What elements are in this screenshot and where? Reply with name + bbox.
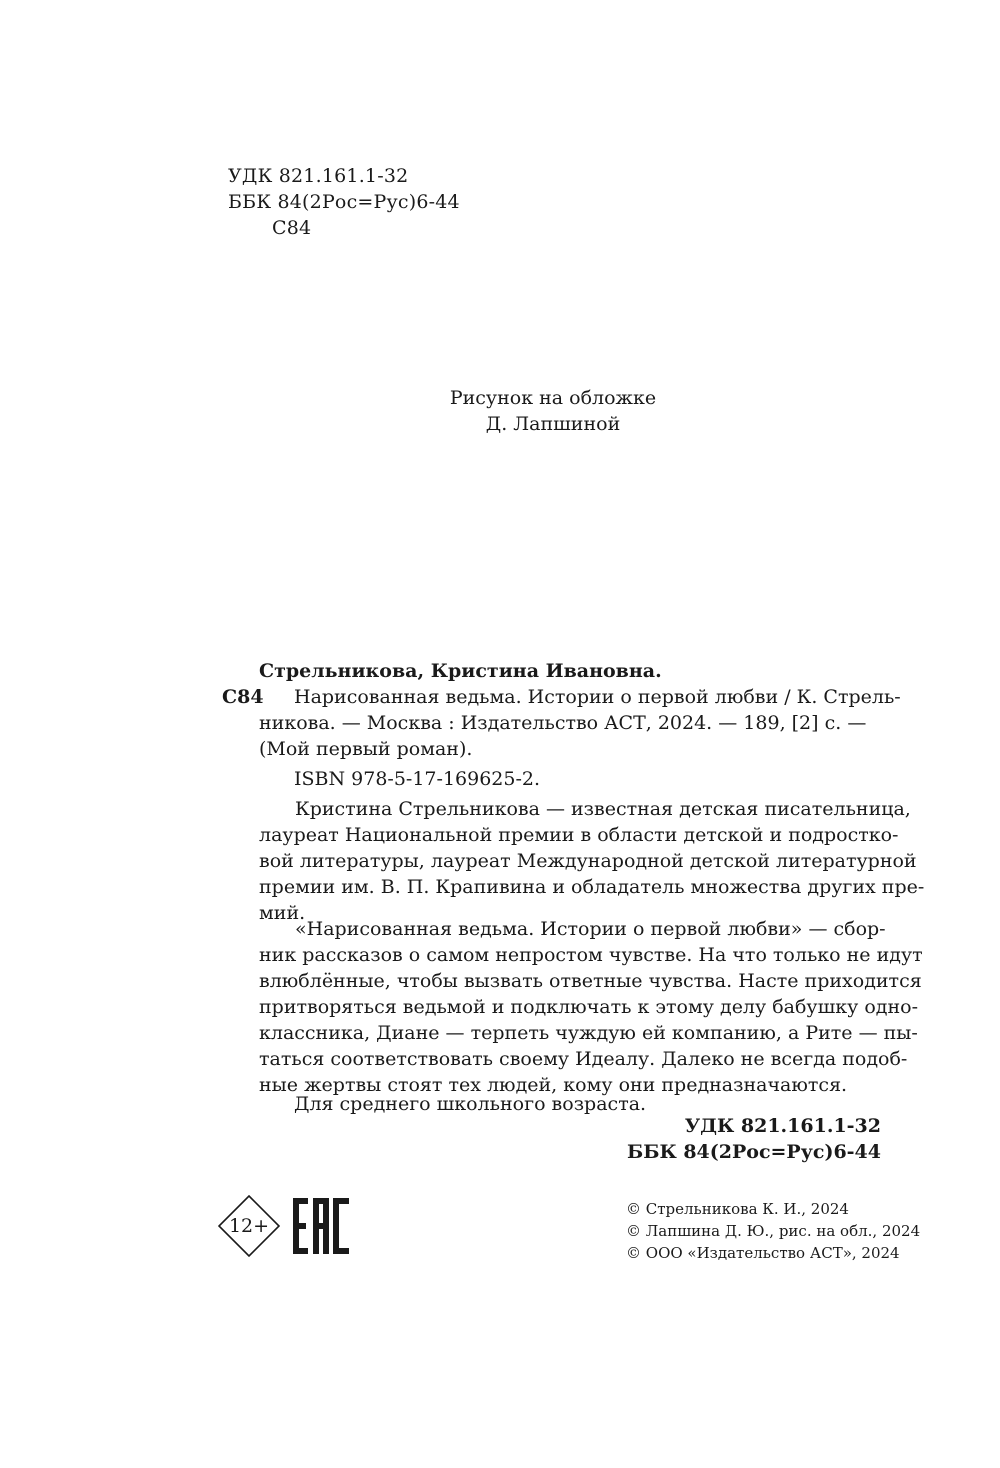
annotation-line: мий. bbox=[259, 902, 306, 924]
audience-note: Для среднего школьного возраста. bbox=[294, 1093, 647, 1115]
author-mark: С84 bbox=[272, 217, 312, 239]
annotation-line: влюблённые, чтобы вызвать ответные чувства. Насте приходится bbox=[259, 970, 922, 992]
title-line: (Мой первый роман). bbox=[259, 738, 473, 760]
cover-credit-line2: Д. Лапшиной bbox=[485, 413, 621, 435]
annotation-line: вой литературы, лауреат Международной детской литературной bbox=[259, 850, 917, 872]
annotation-line: лауреат Национальной премии в области детской и подростко- bbox=[259, 824, 899, 846]
isbn: ISBN 978-5-17-169625-2. bbox=[294, 768, 541, 790]
age-rating-label: 12+ bbox=[228, 1215, 270, 1237]
copyright-line: © Стрельникова К. И., 2024 bbox=[626, 1200, 849, 1218]
udk-code-bold: УДК 821.161.1-32 bbox=[684, 1115, 881, 1137]
copyright-line: © Лапшина Д. Ю., рис. на обл., 2024 bbox=[626, 1222, 921, 1240]
copyright-line: © ООО «Издательство АСТ», 2024 bbox=[626, 1244, 900, 1262]
udk-code: УДК 821.161.1-32 bbox=[228, 165, 409, 187]
author-heading: Стрельникова, Кристина Ивановна. bbox=[259, 660, 662, 682]
annotation-line: классника, Диане — терпеть чуждую ей компанию, а Рите — пы- bbox=[259, 1022, 918, 1044]
title-block bbox=[294, 684, 901, 710]
title-block-continued bbox=[259, 710, 881, 762]
title-line: Нарисованная ведьма. Истории о первой любви / К. Стрель- bbox=[294, 686, 901, 708]
annotation-line: «Нарисованная ведьма. Истории о первой любви» — сбор- bbox=[295, 918, 886, 940]
age-rating-badge bbox=[218, 1195, 280, 1257]
annotation-line: премии им. В. П. Крапивина и обладатель множества других пре- bbox=[259, 876, 925, 898]
annotation-paragraph-1 bbox=[259, 796, 925, 926]
annotation-paragraph-2 bbox=[259, 916, 923, 1098]
eac-mark bbox=[292, 1197, 350, 1259]
annotation-line: притворяться ведьмой и подключать к этому делу бабушку одно- bbox=[259, 996, 919, 1018]
bbk-code-bold: ББК 84(2Рос=Рус)6-44 bbox=[626, 1141, 881, 1163]
annotation-line: Кристина Стрельникова — известная детская писательница, bbox=[295, 798, 911, 820]
bbk-code: ББК 84(2Рос=Рус)6-44 bbox=[228, 191, 460, 213]
annotation-line: ник рассказов о самом непростом чувстве. На что только не идут bbox=[259, 944, 923, 966]
annotation-line: таться соответствовать своему Идеалу. Далеко не всегда подоб- bbox=[259, 1048, 908, 1070]
bib-author-mark: С84 bbox=[222, 686, 264, 708]
cover-credit-line1: Рисунок на обложке bbox=[449, 387, 657, 409]
eac-logo-icon bbox=[292, 1197, 350, 1255]
title-line: никова. — Москва : Издательство АСТ, 2024. — 189, [2] с. — bbox=[259, 712, 867, 734]
annotation-line: ные жертвы стоят тех людей, кому они предназначаются. bbox=[259, 1074, 848, 1096]
